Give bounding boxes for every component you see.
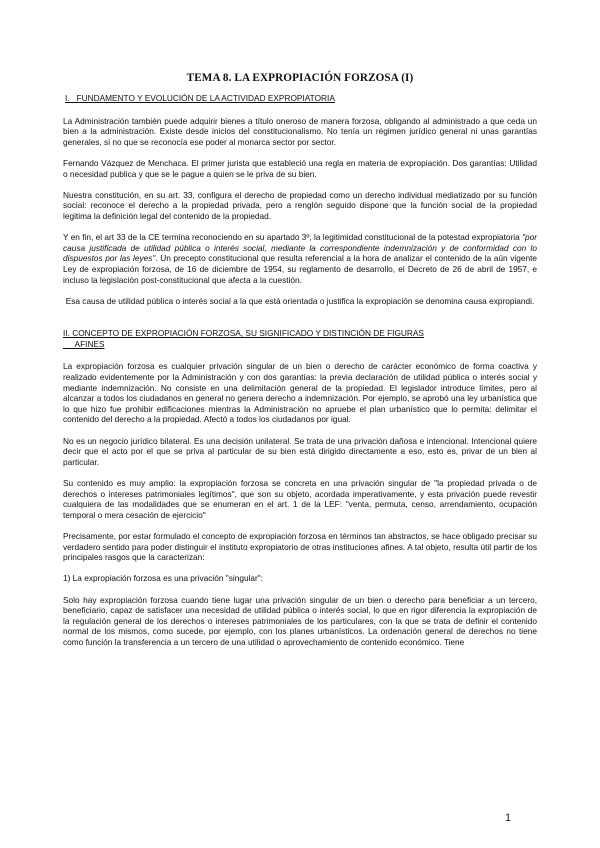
paragraph	[63, 232, 537, 285]
paragraph: No es un negocio jurídico bilateral. Es una decisión unilateral. Se trata de una privación dañosa e intencional. Intencional quiere decir que el acto por el que se priva al particular de su bien está dirigido directamente a eso, esto es, privar de un bien al particular.	[63, 435, 537, 467]
page-number: 1	[505, 812, 512, 824]
paragraph-text: Y en fin, el art 33 de la CE termina reconociendo en su apartado 3º, la legitimidad constitucional de la potestad expropiatoria	[63, 232, 523, 243]
paragraph-text: . Un precepto constitucional que resulta referencial a la hora de analizar el contenido de la aún vigente Ley de expropiación forzosa, de 16 de diciembre de 1954, su reglamento de desarrollo, el Decreto de 26 de abril de 1957, e incluso la legislación post-constitucional que afecta a la cuestión.	[63, 253, 537, 285]
section-heading-2: II. CONCEPTO DE EXPROPIACIÓN FORZOSA, SU SIGNIFICADO Y DISTINCIÓN DE FIGURAS AFINES	[63, 328, 424, 349]
page-content	[63, 72, 537, 658]
paragraph: La expropiación forzosa es cualquier privación singular de un bien o derecho de carácter económico de forma coactiva y realizado evidentemente por la Administración y con dos garantías: la previa declaración de utilidad pública o interés social y mediante indemnización. No consiste en una delimitación general de la propiedad. El legislador introduce límites, pero al alcanzar a todos los ciudadanos en general no genera derecho a indemnización. Por ejemplo, se aprobó una ley urbanística que lo que hizo fue prohibir edificaciones mientras la Administración no apruebe el plan urbanístico que lo permita: delimitar el contenido del derecho a la propiedad. Afectó a todos los ciudadanos por igual.	[63, 361, 537, 425]
paragraph: Precisamente, por estar formulado el concepto de expropiación forzosa en términos tan abstractos, se hace obligado precisar su verdadero sentido para poder distinguir el instituto expropiatorio de otras instituciones afines. A tal objeto, resulta útil partir de los principales rasgos que la caracterizan:	[63, 530, 537, 563]
section-heading-1: I. FUNDAMENTO Y EVOLUCIÓN DE LA ACTIVIDAD EXPROPIATORIA	[65, 93, 335, 103]
paragraph: La Administración también puede adquirir bienes a título oneroso de manera forzosa, obligando al administrado a que ceda un bien a la administración. Existe desde inicios del constitucionalismo. No tenía un régimen jurídico general ni unas garantías generales, si no que se reconocía ese poder al monarca sector por sector.	[63, 115, 537, 147]
causa-expropiandi-note: Esa causa de utilidad pública o interés social a la que está orientada o justifica la expropiación se denomina causa expropiandi.	[65, 295, 535, 306]
paragraph: Fernando Vázquez de Menchaca. El primer jurista que estableció una regla en materia de expropiación. Dos garantías: Utilidad o necesidad publica y que se le pague a quien se le priva de su bien.	[63, 157, 537, 179]
paragraph: Su contenido es muy amplio: la expropiación forzosa se concreta en una privación singular de "la propiedad privada o de derechos o intereses patrimoniales legítimos", que son su objeto, acordada imperativamente, y esta privación puede revestir cualquiera de las modalidades que se enumeran en el art. 1 de la LEF: "venta, permuta, censo, arrendamiento, ocupación temporal o mera cesación de ejercicio"	[63, 478, 537, 520]
paragraph: Solo hay expropiación forzosa cuando tiene lugar una privación singular de un bien o derecho para beneficiar a un tercero, beneficiario, capaz de satisfacer una necesidad de utilidad pública o interés social, lo que en rigor diferencia la expropiación de la regulación general de los derechos o intereses patrimoniales de los particulares, con la que se trata de definir el contenido normal de los mismos, como sucede, por ejemplo, con los planes urbanísticos. La ordenación general de derechos no tiene como función la transferencia a un tercero de una utilidad o aprovechamiento de contenido económico. Tiene	[63, 594, 537, 647]
constitution-quote: "por causa justificada de utilidad pública o interés social, mediante la correspondiente indemnización y de conformidad con lo dispuestos por las leyes"	[63, 232, 537, 264]
paragraph: Nuestra constitución, en su art. 33, configura el derecho de propiedad como un derecho individual mediatizado por su función social: reconoce el derecho a la propiedad privada, pero a renglón seguido dispone que la función social de la propiedad legitima la definición legal del contenido de la propiedad.	[63, 189, 537, 221]
list-item-heading: 1) La expropiación forzosa es una privación "singular":	[63, 573, 264, 584]
document-title: TEMA 8. LA EXPROPIACIÓN FORZOSA (I)	[186, 72, 414, 84]
